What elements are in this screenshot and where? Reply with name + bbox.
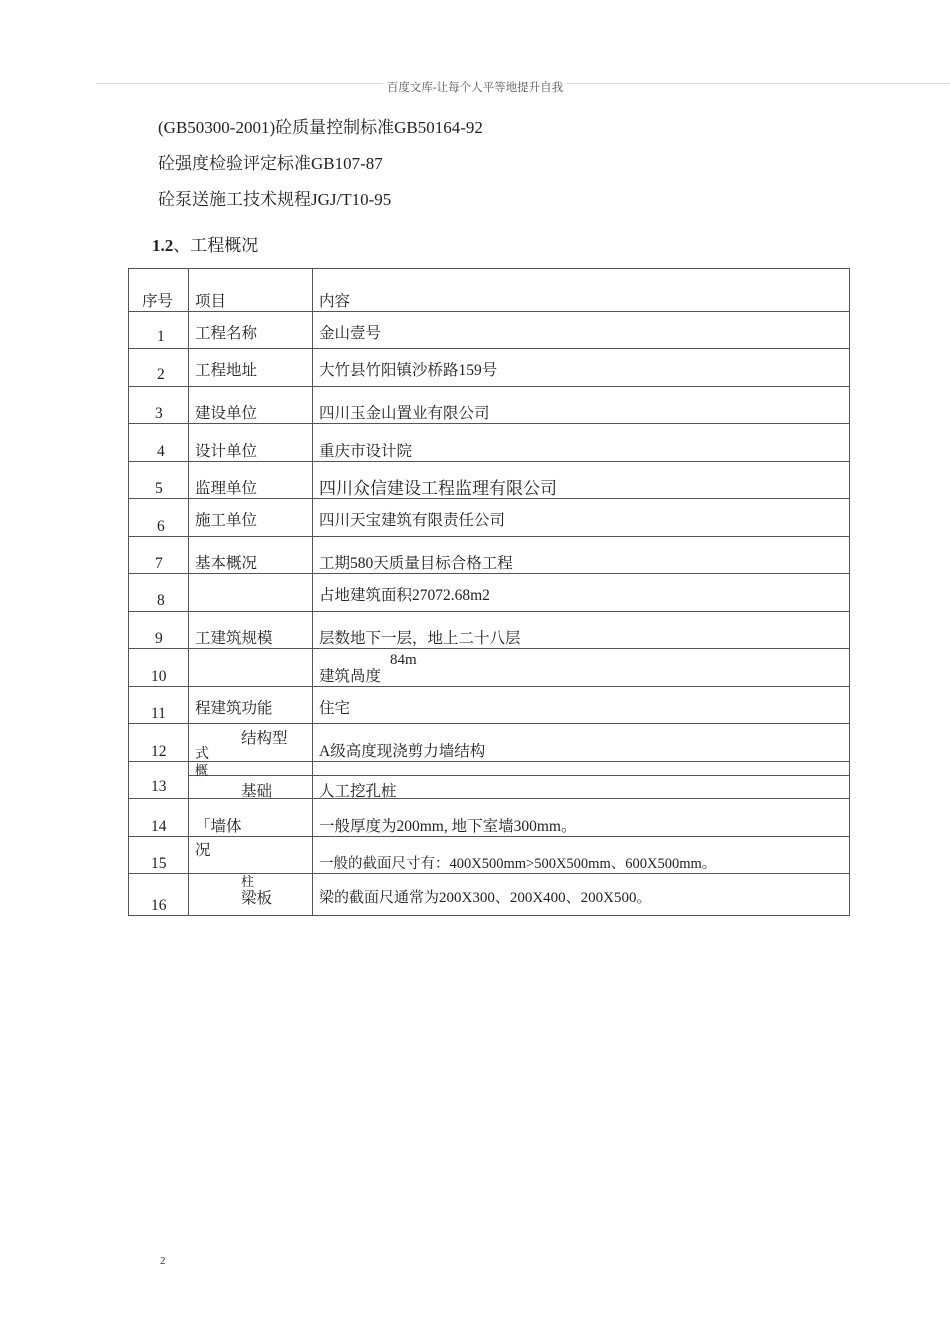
row-content: 内容 <box>319 293 351 310</box>
item-fragment: 概 <box>195 763 209 778</box>
page-number: 2 <box>160 1255 166 1267</box>
table-header-row <box>129 269 850 312</box>
row-content: 金山壹号 <box>319 325 382 342</box>
table-cell <box>189 687 313 724</box>
table-cell <box>313 499 850 537</box>
table-cell <box>189 612 313 649</box>
row-number: 7 <box>155 555 163 572</box>
row-item: 施工单位 <box>195 512 258 529</box>
row-content: 四川众信建设工程监理有限公司 <box>319 479 557 498</box>
row-item: 程建筑功能 <box>195 700 273 717</box>
table-row <box>129 837 850 874</box>
row-item: 工程名称 <box>195 325 258 342</box>
table-cell <box>189 874 313 916</box>
table-cell <box>129 387 189 424</box>
table-cell <box>313 574 850 612</box>
section-title: 、工程概况 <box>173 236 259 255</box>
table-cell <box>129 762 189 799</box>
table-cell <box>129 724 189 762</box>
table-row <box>129 312 850 349</box>
table-row <box>129 612 850 649</box>
header-cell-content <box>313 269 850 312</box>
row-number: 11 <box>151 705 166 722</box>
row-number: 15 <box>151 855 167 872</box>
table-cell <box>189 462 313 499</box>
row-content: 住宅 <box>319 700 351 717</box>
row-item: 「墙体 <box>195 818 242 835</box>
row-number: 4 <box>157 443 165 460</box>
project-overview-table <box>128 268 850 916</box>
building-height-value: 84m <box>390 652 417 668</box>
table-cell <box>129 462 189 499</box>
row-number: 5 <box>155 480 163 497</box>
row-content: 占地建筑面积27072.68m2 <box>319 587 490 604</box>
table-cell <box>313 612 850 649</box>
section-number: 1.2 <box>152 236 174 255</box>
table-cell <box>189 424 313 462</box>
table-cell <box>129 612 189 649</box>
row-item: 工程地址 <box>195 362 258 379</box>
row-number: 16 <box>151 897 167 914</box>
table-cell <box>313 462 850 499</box>
table-row <box>129 762 850 799</box>
table-cell <box>189 762 313 799</box>
row-number: 1 <box>157 328 165 345</box>
table-cell <box>129 874 189 916</box>
table-row <box>129 499 850 537</box>
table-cell <box>189 312 313 349</box>
table-cell <box>129 799 189 837</box>
table-cell <box>313 687 850 724</box>
row-content: 重庆市设计院 <box>319 443 413 460</box>
table-cell <box>189 724 313 762</box>
table-cell <box>313 387 850 424</box>
row-content: 一般的截面尺寸有：400X500mm>500X500mm、600X500mm。 <box>319 856 717 872</box>
table-cell <box>189 537 313 574</box>
row-item: 基本概况 <box>195 555 258 572</box>
item-fragment: 柱 <box>241 874 255 889</box>
page-header <box>0 79 950 95</box>
table-cell <box>313 837 850 874</box>
row-number: 8 <box>157 592 165 609</box>
table-cell <box>189 387 313 424</box>
row-item: 设计单位 <box>195 443 258 460</box>
table-row <box>129 424 850 462</box>
row-content: A级高度现浇剪力墙结构 <box>319 743 486 760</box>
row-content: 工期580天质量目标合格工程 <box>319 555 513 572</box>
table-cell <box>313 424 850 462</box>
table-cell <box>313 312 850 349</box>
table-cell <box>129 424 189 462</box>
table-cell <box>129 499 189 537</box>
table-cell <box>189 799 313 837</box>
row-number: 9 <box>155 630 163 647</box>
table-cell <box>129 349 189 387</box>
table-cell <box>129 837 189 874</box>
table-cell <box>313 874 850 916</box>
table-cell <box>129 537 189 574</box>
table-cell <box>189 499 313 537</box>
table-cell <box>129 687 189 724</box>
header-cell-item <box>189 269 313 312</box>
row-content: 梁的截面尺通常为200X300、200X400、200X500。 <box>319 890 652 906</box>
row-number: 3 <box>155 405 163 422</box>
section-heading <box>152 231 258 256</box>
table-cell <box>313 537 850 574</box>
table-cell <box>189 349 313 387</box>
row-content: 建筑咼度 <box>319 668 382 685</box>
row-item: 监理单位 <box>195 480 258 497</box>
row-item: 项目 <box>195 293 227 310</box>
table-row <box>129 724 850 762</box>
row-item: 工建筑规模 <box>195 630 273 647</box>
row-number: 2 <box>157 366 165 383</box>
row-content: 人工挖孔桩 <box>319 783 397 800</box>
row-item: 梁板 <box>241 890 273 907</box>
table-row <box>129 799 850 837</box>
page-header-text: 百度文库-让每个人平等地提升自我 <box>383 82 567 94</box>
row-number: 序号 <box>142 293 174 310</box>
standard-line-2: 砼强度检验评定标准GB107-87 <box>158 154 383 173</box>
row-item: 结构型 <box>241 730 288 747</box>
table-cell <box>313 724 850 762</box>
table-cell <box>313 799 850 837</box>
table-cell <box>313 762 850 799</box>
table-row <box>129 349 850 387</box>
table-cell <box>313 349 850 387</box>
table-row <box>129 387 850 424</box>
row-content: 大竹县竹阳镇沙桥路159号 <box>319 362 498 379</box>
table-row <box>129 462 850 499</box>
row-number: 13 <box>151 778 167 795</box>
standard-line-3: 砼泵送施工技术规程JGJ/T10-95 <box>158 190 392 209</box>
table-cell <box>189 649 313 687</box>
table-row <box>129 687 850 724</box>
row-item: 况 <box>195 842 211 859</box>
table-cell <box>129 649 189 687</box>
table-cell <box>189 837 313 889</box>
row-number: 10 <box>151 668 167 685</box>
row-content: 四川天宝建筑有限责任公司 <box>319 512 506 529</box>
table-row <box>129 537 850 574</box>
table-cell <box>189 574 313 612</box>
row-item: 基础 <box>241 783 273 800</box>
table-row <box>129 874 850 916</box>
row-content: 层数地下一层，地上二十八层 <box>319 630 521 647</box>
row-content: 一般厚度为200mm, 地下室墙300mm。 <box>319 818 577 835</box>
standard-line-1: (GB50300-2001)砼质量控制标准GB50164-92 <box>158 118 483 137</box>
table-cell <box>313 649 850 687</box>
item-fragment: 式 <box>195 747 209 762</box>
row-number: 14 <box>151 818 167 835</box>
row-number: 12 <box>151 743 167 760</box>
row-item: 建设单位 <box>195 405 258 422</box>
row-number: 6 <box>157 518 165 535</box>
table-row <box>129 649 850 687</box>
header-cell-no <box>129 269 189 312</box>
row-content: 四川玉金山置业有限公司 <box>319 405 490 422</box>
table-cell <box>129 574 189 612</box>
table-row <box>129 574 850 612</box>
table-cell <box>129 312 189 349</box>
